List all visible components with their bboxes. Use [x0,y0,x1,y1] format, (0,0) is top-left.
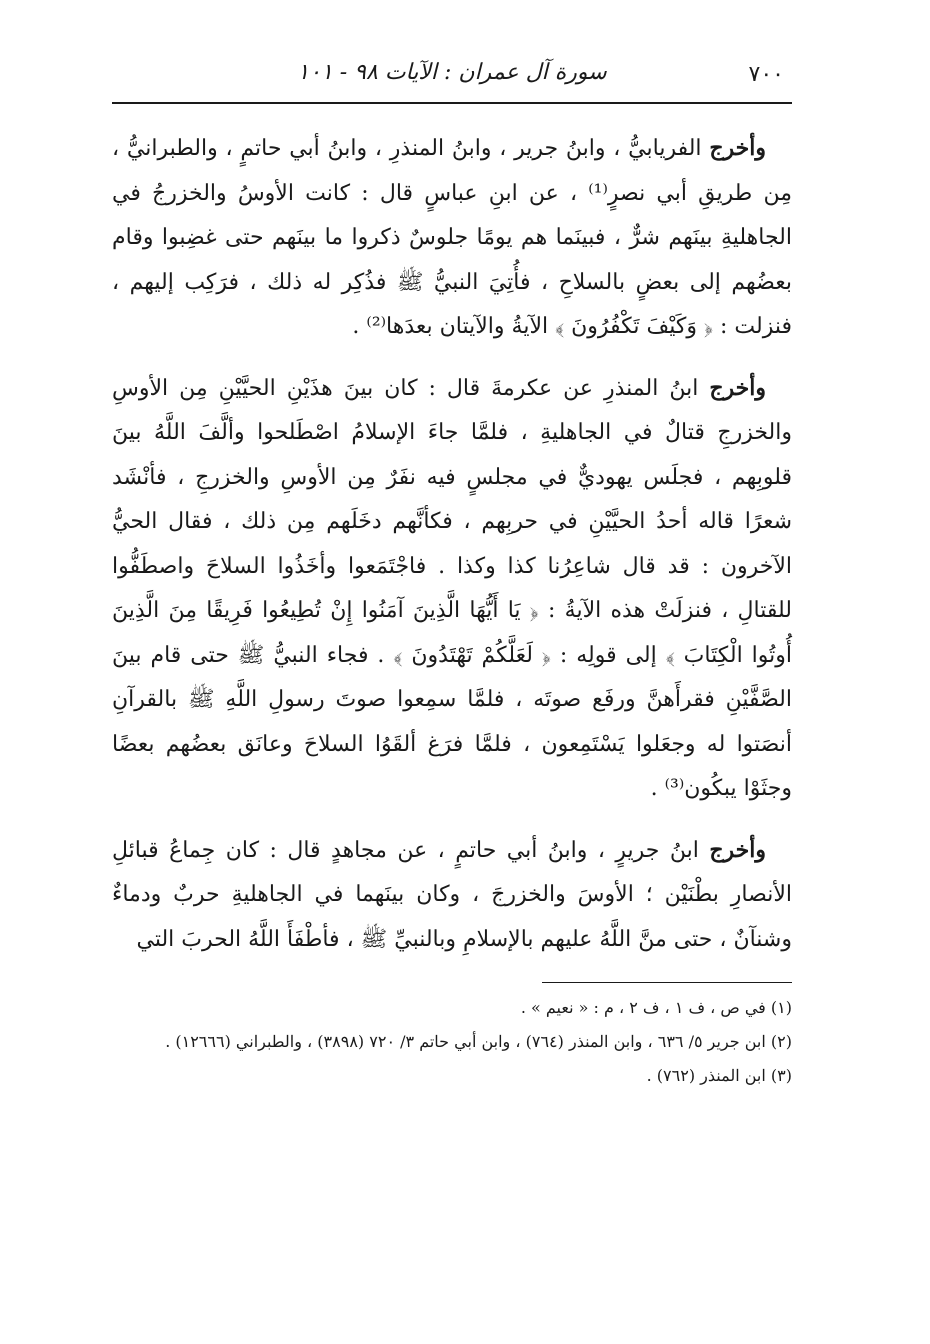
paragraph-lead-word: وأخرج [709,374,766,401]
paragraph-lead-word: وأخرج [709,836,766,863]
footnote: (١) في ص ، ف ١ ، ف ٢ ، م : « نعيم » . [520,998,792,1017]
paragraph [112,366,792,812]
paragraph [112,828,792,963]
paragraph-text: الفريابيُّ ، وابنُ جرير ، وابنُ المنذرِ ، وابنُ أبي حاتمٍ ، والطبرانيُّ ، مِن طريقِ أبي نصرٍ⁽¹⁾ ، عن ابنِ عباسٍ قال : كانت الأوسُ والخزرجُ في الجاهليةِ بينَهم شرٌّ ، فبينَما هم يومًا جلوسٌ ذكروا ما بينَهم حتى غضِبوا وقام بعضُهم إلى بعضٍ بالسلاحِ ، فأُتِيَ النبيُّ ﷺ فذُكِر له ذلك ، فرَكِب إليهم ، فنزلت : ﴿ وَكَيْفَ تَكْفُرُونَ ﴾ الآيةُ والآيتان بعدَها⁽²⁾ . [112,136,793,339]
main-text [112,126,792,962]
paragraph [112,126,792,350]
running-title: سورة آل عمران : الآيات ٩٨ - ١٠١ [297,60,607,85]
paragraph-text: ابنُ المنذرِ عن عكرمةَ قال : كان بينَ هذَيْنِ الحيَّيْنِ مِن الأوسِ والخزرجِ قتالٌ في الجاهليةِ ، فلمَّا جاءَ الإسلامُ اصْطَلحوا وألَّفَ اللَّهُ بينَ قلوبِهم ، فجلَس يهوديٌّ في مجلسٍ فيه نفَرٌ مِن الأوسِ والخزرجِ ، فأنْشَد شعرًا قاله أحدُ الحيَّيْنِ في حربِهم ، فكأنَّهم دخَلَهم مِن ذلك ، فقال الحيُّ الآخرون : قد قال شاعِرُنا كذا وكذا . فاجْتَمَعوا وأخَذُوا السلاحَ واصطَفُّوا للقتالِ ، فنزلَتْ هذه الآيةُ : ﴿ يَا أَيُّهَا الَّذِينَ آمَنُوا إِنْ تُطِيعُوا فَرِيقًا مِنَ الَّذِينَ أُوتُوا الْكِتَابَ ﴾ إلى قولِه : ﴿ لَعَلَّكُمْ تَهْتَدُونَ ﴾ . فجاء النبيُّ ﷺ حتى قام بينَ الصَّفَّيْنِ فقرأَهنَّ ورفَع صوتَه ، فلمَّا سمِعوا صوتَ رسولِ اللَّهِ ﷺ بالقرآنِ أنصَتوا له وجعَلوا يَسْتَمِعون ، فلمَّا فرَغ ألقَوُا السلاحَ وعانَق بعضُهم بعضًا وجثَوْا يبكُون⁽³⁾ . [112,375,792,801]
page-header [112,52,792,104]
paragraph-lead-word: وأخرج [709,135,766,161]
footnote: (٢) ابن جرير ٥/ ٦٣٦ ، وابن المنذر (٧٦٤) ، وابن أبي حاتم ٣/ ٧٢٠ (٣٨٩٨) ، والطبراني (١٢٦٦٦) . [165,1032,792,1051]
footnote: (٣) ابن المنذر (٧٦٢) . [646,1066,792,1085]
paragraph-text: ابنُ جريرٍ ، وابنُ أبي حاتمٍ ، عن مجاهدٍ قال : كان جِماعُ قبائلِ الأنصارِ بطْنَيْن ؛ الأوسَ والخزرجَ ، وكان بينَهما في الجاهليةِ حربٌ ودماءٌ وشنآنٌ ، حتى منَّ اللَّهُ عليهم بالإسلامِ وبالنبيِّ ﷺ ، فأطْفَأَ اللَّهُ الحربَ التي [112,837,792,952]
page-number: ٧٠٠ [748,62,784,87]
footnotes [112,983,792,1093]
book-page [112,52,792,1093]
